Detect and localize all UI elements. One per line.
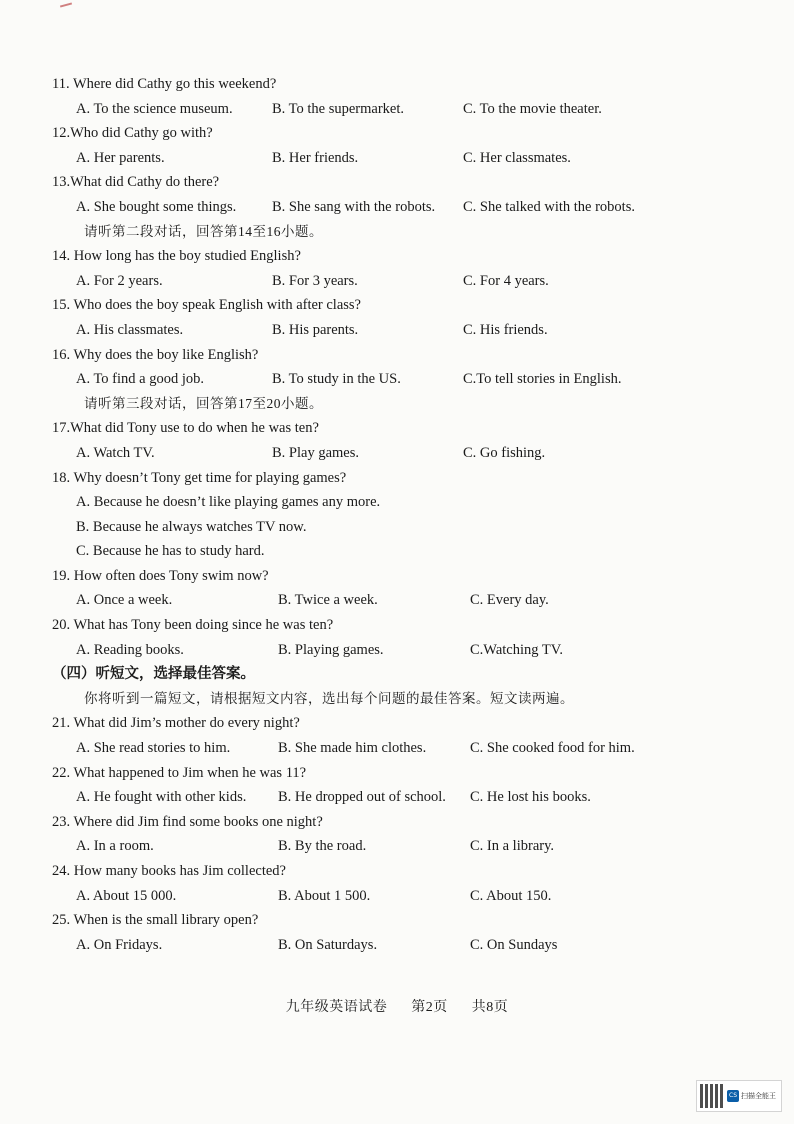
option-b: B. About 1 500.	[278, 887, 371, 904]
footer-page: 第2页	[411, 1000, 448, 1015]
footer-title: 九年级英语试卷	[285, 1000, 388, 1015]
option-c: C. Go fishing.	[463, 444, 546, 461]
option-a: A. On Fridays.	[76, 936, 163, 953]
option-b: B. To study in the US.	[272, 371, 401, 388]
option-b: B. Because he always watches TV now.	[76, 518, 307, 535]
options-12	[52, 146, 752, 171]
option-c: C. She cooked food for him.	[470, 740, 635, 757]
options-14	[52, 269, 752, 294]
question-17: 17.What did Tony use to do when he was ten?	[52, 420, 319, 437]
option-a: A. She bought some things.	[76, 198, 237, 215]
option-b: B. Twice a week.	[278, 592, 378, 609]
question-23: 23. Where did Jim find some books one night?	[52, 813, 323, 830]
options-20	[52, 638, 752, 663]
option-a: A. He fought with other kids.	[76, 789, 247, 806]
options-21	[52, 736, 752, 761]
section-4-instruction: 你将听到一篇短文，请根据短文内容，选出每个问题的最佳答案。短文读两遍。	[84, 690, 574, 706]
options-22	[52, 785, 752, 810]
option-b: B. He dropped out of school.	[278, 789, 446, 806]
option-c: C. In a library.	[470, 838, 555, 855]
options-24	[52, 884, 752, 909]
options-13	[52, 195, 752, 220]
question-21: 21. What did Jim’s mother do every night?	[52, 715, 300, 732]
option-c: C. He lost his books.	[470, 789, 591, 806]
option-a: A. His classmates.	[76, 321, 184, 338]
question-24: 24. How many books has Jim collected?	[52, 863, 286, 879]
option-a: A. In a room.	[76, 838, 154, 855]
option-b: B. By the road.	[278, 838, 367, 855]
option-c: C. On Sundays	[470, 936, 558, 953]
option-c: C. Every day.	[470, 592, 549, 609]
options-15	[52, 318, 752, 343]
option-c: C.Watching TV.	[470, 641, 563, 658]
question-15: 15. Who does the boy speak English with after class?	[52, 297, 361, 314]
option-a: A. About 15 000.	[76, 887, 177, 904]
question-25: 25. When is the small library open?	[52, 912, 259, 929]
option-b: B. For 3 years.	[272, 272, 358, 289]
option-b: B. Her friends.	[272, 149, 359, 166]
option-b: B. On Saturdays.	[278, 936, 378, 953]
option-a: A. Because he doesn’t like playing games any more.	[76, 494, 381, 511]
instruction-dialogue-3: 请听第三段对话，回答第17至20小题。	[84, 395, 323, 411]
section-4-title: （四）听短文，选择最佳答案。	[52, 666, 255, 683]
question-14: 14. How long has the boy studied English?	[52, 248, 301, 265]
option-a: A. Watch TV.	[76, 444, 155, 461]
camscanner-logo-icon: CS	[727, 1090, 739, 1102]
options-19	[52, 588, 752, 613]
options-23	[52, 834, 752, 859]
question-12: 12.Who did Cathy go with?	[52, 125, 213, 142]
question-20: 20. What has Tony been doing since he was ten?	[52, 617, 334, 634]
option-b: B. Play games.	[272, 444, 359, 461]
option-a: A. For 2 years.	[76, 272, 163, 289]
option-c: C. She talked with the robots.	[463, 198, 635, 215]
option-b: B. Playing games.	[278, 641, 384, 658]
option-b: B. She sang with the robots.	[272, 198, 436, 215]
option-a: A. Once a week.	[76, 592, 173, 609]
page-footer	[0, 996, 794, 1016]
option-a: A. Her parents.	[76, 149, 165, 166]
scanner-watermark	[696, 1080, 782, 1112]
option-b: B. To the supermarket.	[272, 100, 405, 117]
instruction-dialogue-2: 请听第二段对话，回答第14至16小题。	[84, 223, 323, 239]
question-11: 11. Where did Cathy go this weekend?	[52, 76, 277, 92]
option-c: C. About 150.	[470, 887, 552, 904]
option-a: A. To the science museum.	[76, 100, 233, 117]
options-17	[52, 441, 752, 466]
option-b: B. His parents.	[272, 321, 359, 338]
question-18: 18. Why doesn’t Tony get time for playing games?	[52, 469, 347, 486]
option-b: B. She made him clothes.	[278, 740, 427, 757]
option-c: C. Her classmates.	[463, 149, 571, 166]
question-19: 19. How often does Tony swim now?	[52, 567, 269, 584]
option-a: A. To find a good job.	[76, 371, 205, 388]
options-11	[52, 97, 752, 122]
option-a: A. She read stories to him.	[76, 740, 231, 757]
option-c: C. Because he has to study hard.	[76, 543, 265, 560]
option-c: C. For 4 years.	[463, 272, 549, 289]
pen-mark	[60, 2, 72, 7]
option-a: A. Reading books.	[76, 641, 184, 658]
question-22: 22. What happened to Jim when he was 11?	[52, 764, 307, 781]
option-c: C.To tell stories in English.	[463, 371, 622, 388]
watermark-label: 扫描全能王	[741, 1092, 776, 1100]
question-16: 16. Why does the boy like English?	[52, 346, 259, 363]
question-list	[52, 72, 752, 957]
options-16	[52, 367, 752, 392]
footer-total: 共8页	[471, 1000, 509, 1015]
qr-code-icon	[700, 1084, 724, 1108]
option-c: C. To the movie theater.	[463, 100, 602, 117]
option-c: C. His friends.	[463, 321, 548, 338]
options-25	[52, 933, 752, 958]
question-13: 13.What did Cathy do there?	[52, 174, 220, 191]
